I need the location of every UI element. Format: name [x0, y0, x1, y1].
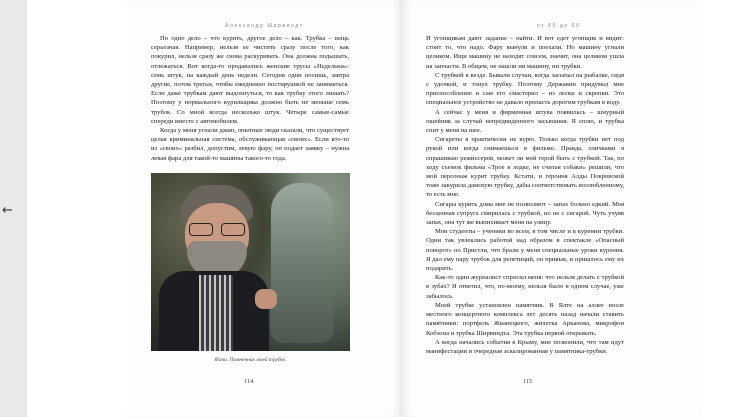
left-page [127, 0, 402, 417]
back-arrow-icon[interactable]: ← [2, 203, 13, 218]
paragraph: А сейчас у меня и фирменная штука появилась – шнурный ошейник за случай непредвиденного засыпания. Я сплю, и трубка спит у меня на шее. [426, 108, 624, 135]
paragraph: Как-то один журналист спросил меня: что нельзя делать с трубкой в зубах? Я ответил, что, по-моему, нельзя было в одном случае, уже забылось. [426, 274, 624, 300]
paragraph: Моей трубке установлен памятник. В Ялте на аллее возле местного концертного комплекса лет десять назад начали ставить памятники: портфель Жванецкого, жилетка Арканова, микрофон Кобзона и трубка Ширвиндта. Эта трубка первой открывать. [426, 301, 624, 337]
page-number-right: 115 [523, 378, 533, 385]
running-head-author: Александр Ширвиндт [225, 23, 304, 29]
paragraph: Мои студенты – ученики во всем, в том числе и в курении трубки. Одни так увлеклись работой над образом в спектакле «Опасный поворот» по Пристли, что брали у меня специальные уроки курения. Я дал ему пару трубок для репетиций, он привык, и пришлось ему их подарить. [426, 228, 624, 273]
right-page-text [426, 34, 624, 356]
book-spread [27, 0, 750, 417]
right-page [402, 0, 702, 417]
paragraph: Когда у меня угнали джип, опытные люди сказали, что существует целая криминальная система, обслуживающая «своих». Если кто-то из «своих» разбил, допустим, левую фару, он подает заявку – нужна левая фара для такой-то машины такого-то года. [151, 127, 349, 162]
portrait-figure [159, 179, 269, 351]
photo-caption: Ялта. Помненник моей трубке. [214, 357, 287, 363]
page-number-left: 114 [244, 378, 254, 385]
paragraph: С трубкой я везде. Бывали случаи, когда засыпал на рыбалке, сидя с удочкой, и тонул трубку. Поэтому Державин придумал мне приспособление и сам его смастерил – из лески и скрепки. Это специальное устройство не давало пропасть дорогим трубкам в воду. [426, 71, 624, 107]
paragraph: По одно дело – что курить, другое дело – как. Трубка – вещь серьезная. Например, нельзя ее чистить сразу после того, как покурил, нельзя сразу же снова раскуривать. Она должна подышать, отлежаться. Вот когда-то продавались женские трусы «Недельки»: семь штук, на каждый день недели. Сегодня одни носишь, завтра другие, потом третьи, чтобы ежедневно постирушкой не заниматься. Если даже трубкам дают выдохнуться, то как трубку этого лишать? Поэтому у нормального курильщика должно быть не меньше семь трубок. Со мной всегда несколько штук. Четыре самые-самые спереди вместе с автомобилем. [151, 35, 349, 125]
paragraph: Сигареты я практически не курю. Только когда трубки нет под рукой или когда снимаешься в фильме. Правда, спичками я спрашиваю режиссеров, может ли мой герой быть с трубкой. Так, по ходу съемок фильма «Трое в лодке, не считая собаки» решили, что мой персонаж курит трубку. Кстати, и героиня Алды Покровской тоже закурила дамскую трубку, дабы соответствовать возлюбленному, то есть мне. [426, 136, 624, 199]
hand [255, 289, 277, 309]
left-page-text [151, 34, 349, 163]
paragraph: Сигары курить дома мне не позволяют – запах больно едкий. Моя бесценная супруга смирилась с трубкой, но не с сигарой. Чуть учуяв запах, она тут же выпихивает меня на улицу. [426, 200, 624, 227]
paragraph: А когда начались события в Крыму, мне позвонили, что там идут манифестации и очередная эскалированная у памятника-трубки. [426, 338, 624, 355]
paragraph: И угонщикам дают задание – найти. И вот едет угонщик и видит: стоит то, что надо. Фару вынули и поехали. Но машину угнали целиком. Ищи машину не находят совсем, значит, она целиком ушла на запчасти. В общем, не нашли ни машину, ни трубки. [426, 35, 624, 70]
pipe-monument-sculpture [271, 183, 333, 343]
running-head-title: от 80 до 60 [537, 23, 581, 29]
photo-man-with-pipe-monument [151, 173, 350, 351]
